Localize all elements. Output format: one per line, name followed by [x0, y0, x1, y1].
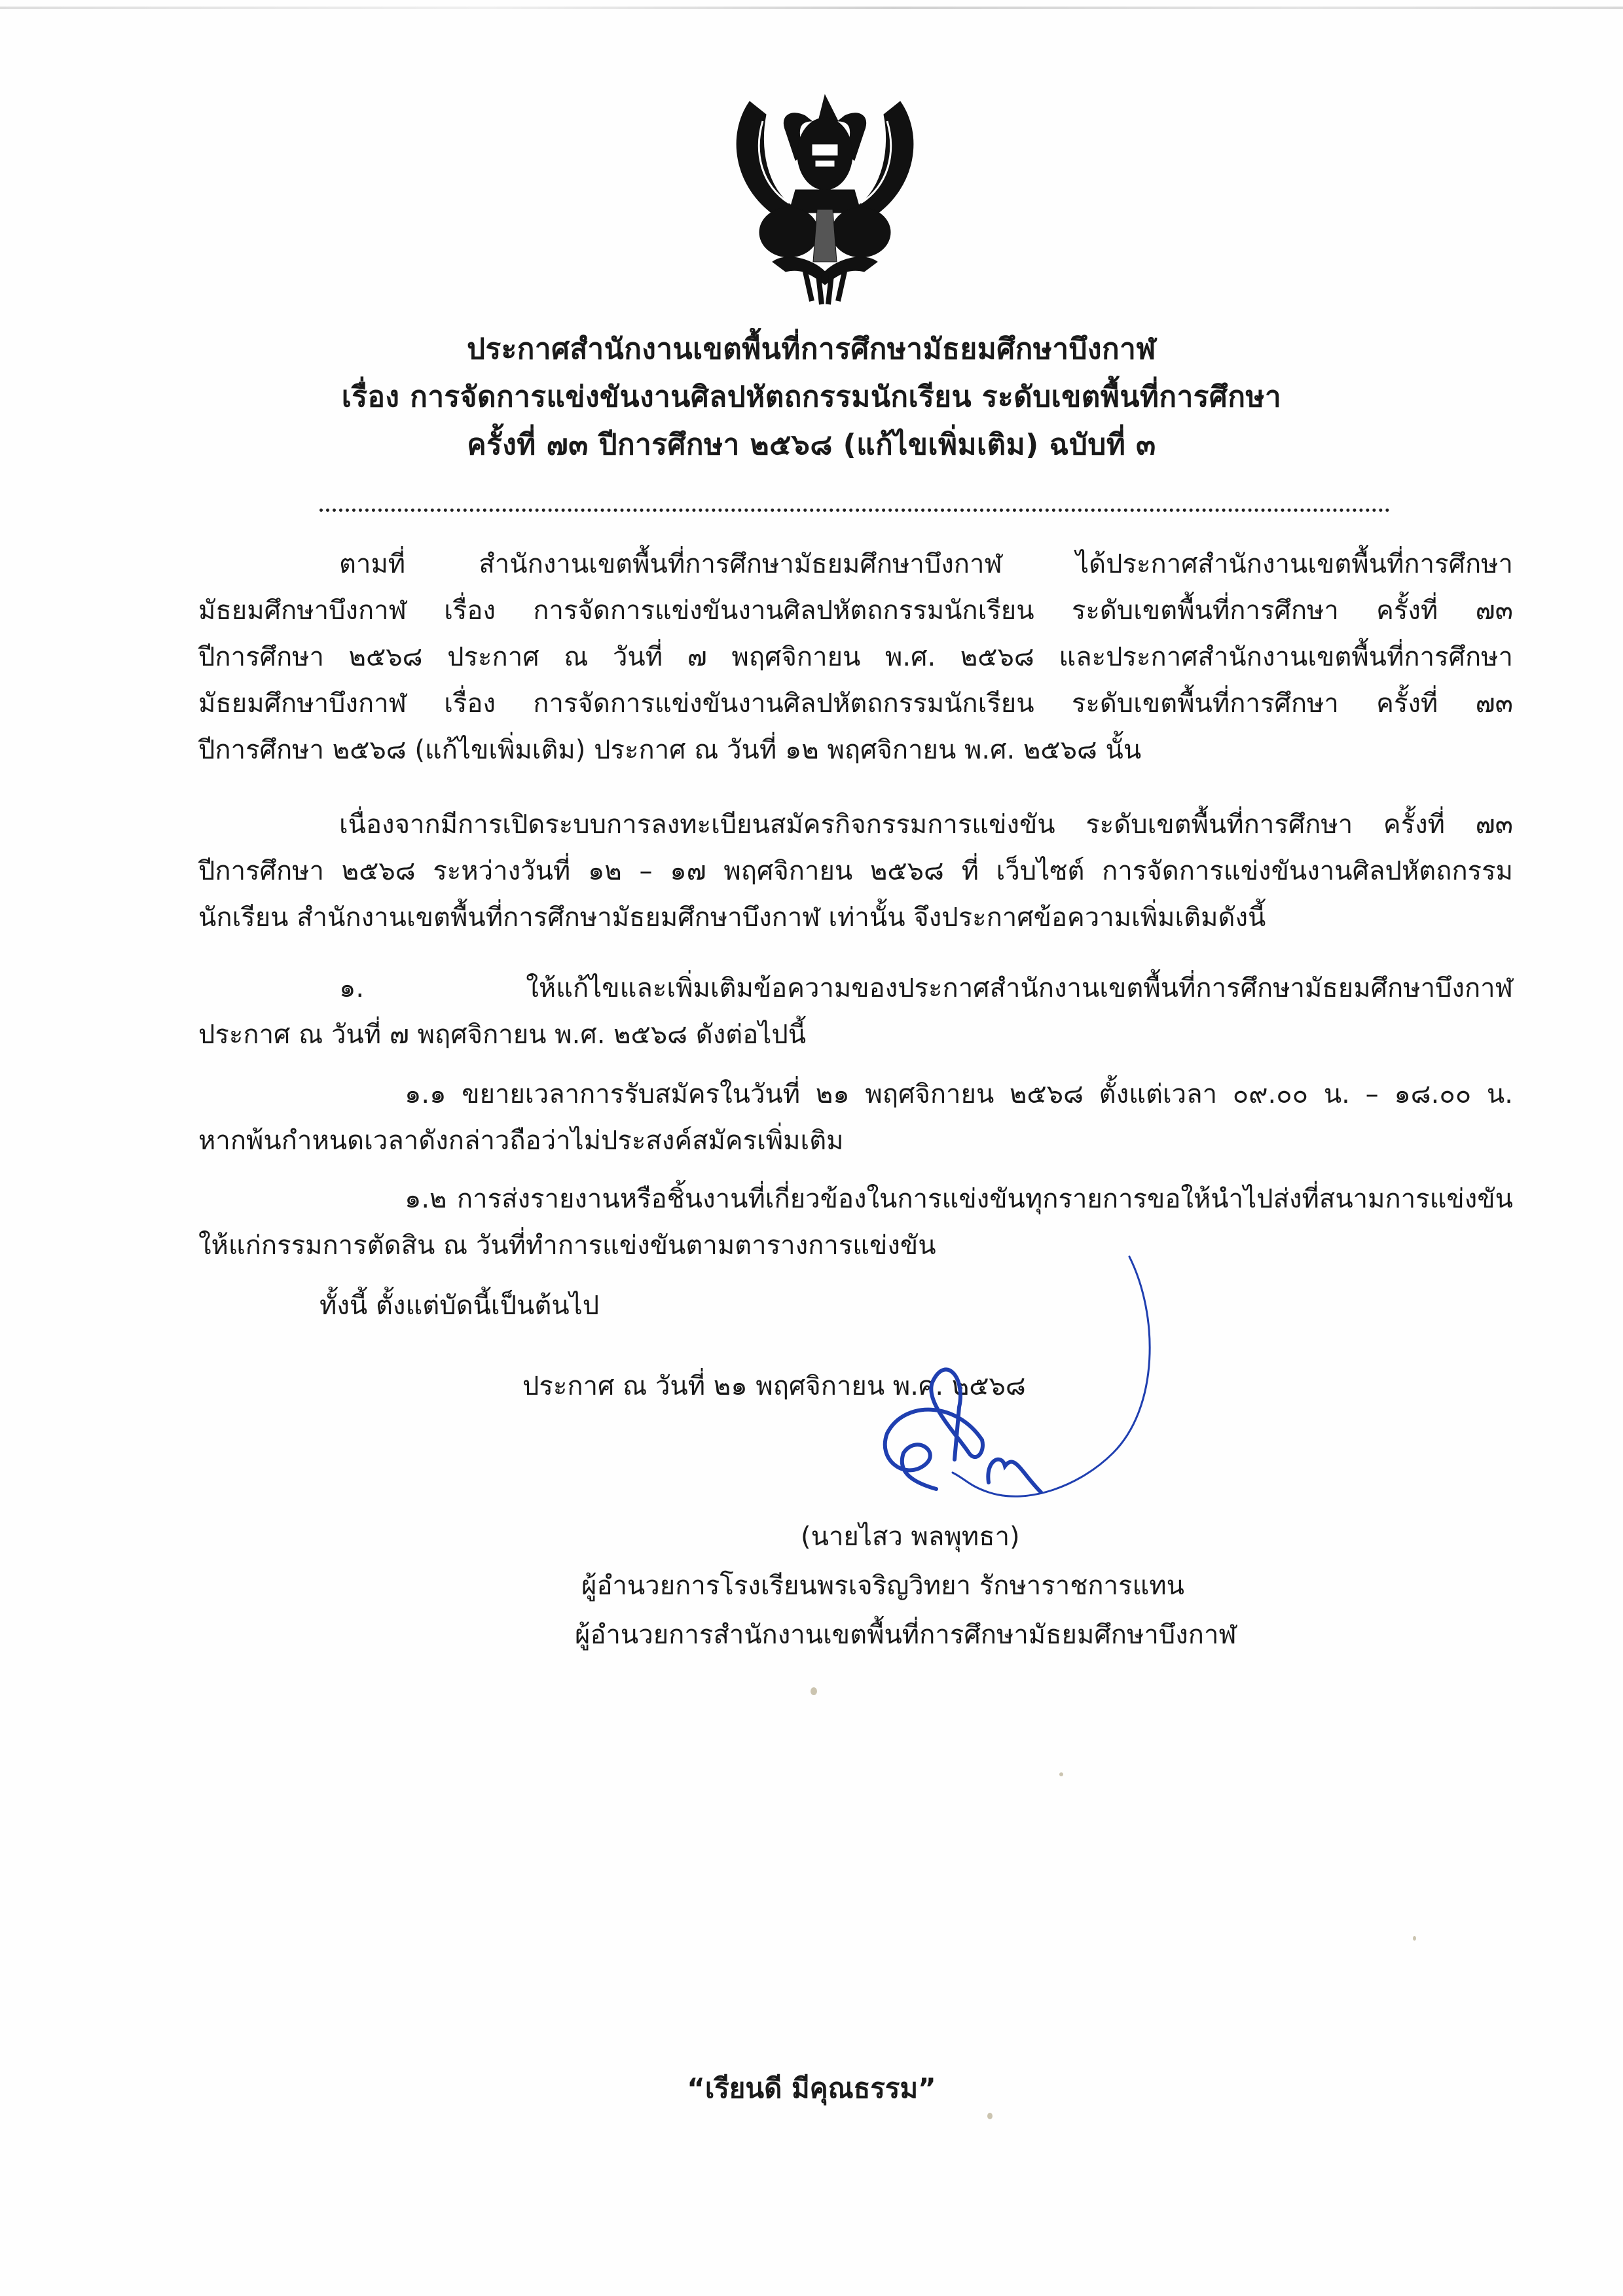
motto: “เรียนดี มีคุณธรรม”	[687, 2072, 936, 2104]
paragraph-1-line-4: มัธยมศึกษาบึงกาฬ เรื่อง การจัดการแข่งขันงานศิลปหัตถกรรมนักเรียน ระดับเขตพื้นที่การศึกษา ครั้งที่ ๗๓	[198, 689, 1513, 719]
paragraph-1-line-1: ตามที่ สำนักงานเขตพื้นที่การศึกษามัธยมศึกษาบึงกาฬ ได้ประกาศสำนักงานเขตพื้นที่การศึกษา	[339, 549, 1513, 579]
announcement-subject: เรื่อง การจัดการแข่งขันงานศิลปหัตถกรรมนักเรียน ระดับเขตพื้นที่การศึกษา	[341, 380, 1282, 414]
item-1-2-line-1: ๑.๒ การส่งรายงานหรือชิ้นงานที่เกี่ยวข้องในการแข่งขันทุกรายการขอให้นำไปส่งที่สนามการแข่งขัน	[405, 1184, 1513, 1214]
scan-speck	[1413, 1936, 1416, 1941]
item-1-2-line-2: ให้แก่กรรมการตัดสิน ณ วันที่ทำการแข่งขันตามตารางการแข่งขัน	[198, 1230, 936, 1261]
signer-position-2: ผู้อำนวยการสำนักงานเขตพื้นที่การศึกษามัธยมศึกษาบึงกาฬ	[575, 1620, 1237, 1650]
announced-date: ประกาศ ณ วันที่ ๒๑ พฤศจิกายน พ.ศ. ๒๕๖๘	[522, 1371, 1026, 1401]
paragraph-2-line-3: นักเรียน สำนักงานเขตพื้นที่การศึกษามัธยมศึกษาบึงกาฬ เท่านั้น จึงประกาศข้อความเพิ่มเติมดังนี้	[198, 903, 1266, 933]
scan-edge-line	[0, 7, 1623, 9]
announcement-edition: ครั้งที่ ๗๓ ปีการศึกษา ๒๕๖๘ (แก้ไขเพิ่มเติม) ฉบับที่ ๓	[467, 428, 1156, 461]
scan-speck	[811, 1687, 817, 1695]
signer-name: (นายไสว พลพุทธา)	[801, 1522, 1020, 1552]
paragraph-1-line-2: มัธยมศึกษาบึงกาฬ เรื่อง การจัดการแข่งขันงานศิลปหัตถกรรมนักเรียน ระดับเขตพื้นที่การศึกษา ครั้งที่ ๗๓	[198, 596, 1513, 626]
item-1-line-1: ๑. ให้แก้ไขและเพิ่มเติมข้อความของประกาศสำนักงานเขตพื้นที่การศึกษามัธยมศึกษาบึงกาฬ	[339, 973, 1513, 1003]
announcement-title: ประกาศสำนักงานเขตพื้นที่การศึกษามัธยมศึกษาบึงกาฬ	[467, 332, 1156, 366]
scan-speck	[987, 2113, 993, 2119]
handwritten-signature-icon	[805, 1237, 1211, 1538]
dotted-separator	[319, 509, 1390, 512]
effective-statement: ทั้งนี้ ตั้งแต่บัดนี้เป็นต้นไป	[319, 1291, 600, 1321]
item-1-1-line-2: หากพ้นกำหนดเวลาดังกล่าวถือว่าไม่ประสงค์สมัครเพิ่มเติม	[198, 1126, 844, 1156]
paragraph-2-line-1: เนื่องจากมีการเปิดระบบการลงทะเบียนสมัครกิจกรรมการแข่งขัน ระดับเขตพื้นที่การศึกษา ครั้งที่ ๗๓	[339, 810, 1513, 840]
paragraph-2-line-2: ปีการศึกษา ๒๕๖๘ ระหว่างวันที่ ๑๒ – ๑๗ พฤศจิกายน ๒๕๖๘ ที่ เว็บไซต์ การจัดการแข่งขันงานศิลปหัตถกรรม	[198, 856, 1513, 886]
paragraph-1-line-3: ปีการศึกษา ๒๕๖๘ ประกาศ ณ วันที่ ๗ พฤศจิกายน พ.ศ. ๒๕๖๘ และประกาศสำนักงานเขตพื้นที่การศึกษา	[198, 642, 1513, 672]
paragraph-1-line-5: ปีการศึกษา ๒๕๖๘ (แก้ไขเพิ่มเติม) ประกาศ ณ วันที่ ๑๒ พฤศจิกายน พ.ศ. ๒๕๖๘ นั้น	[198, 735, 1142, 765]
item-1-1-line-1: ๑.๑ ขยายเวลาการรับสมัครในวันที่ ๒๑ พฤศจิกายน ๒๕๖๘ ตั้งแต่เวลา ๐๙.๐๐ น. – ๑๘.๐๐ น.	[405, 1079, 1513, 1109]
item-1-line-2: ประกาศ ณ วันที่ ๗ พฤศจิกายน พ.ศ. ๒๕๖๘ ดังต่อไปนี้	[198, 1020, 807, 1050]
signer-position-1: ผู้อำนวยการโรงเรียนพรเจริญวิทยา รักษาราชการแทน	[581, 1571, 1185, 1601]
garuda-emblem-icon	[714, 75, 936, 311]
scan-speck	[1059, 1772, 1063, 1776]
